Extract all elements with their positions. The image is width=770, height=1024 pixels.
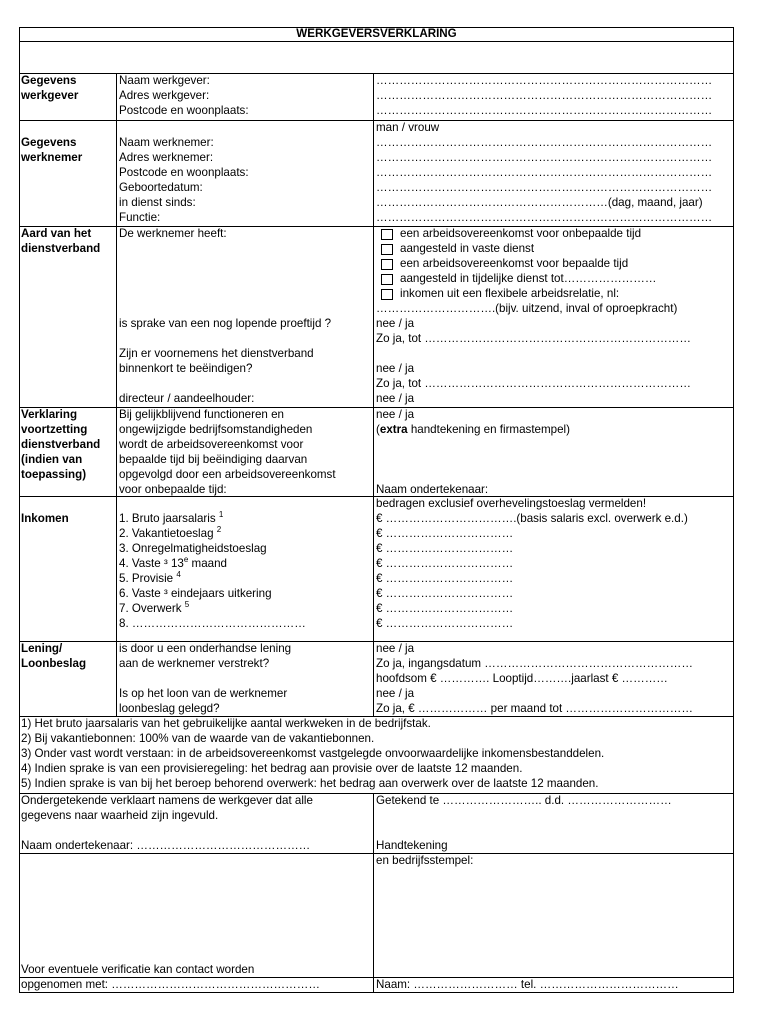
extra-bold: extra xyxy=(379,423,408,436)
footnote-ref: 2 xyxy=(216,525,222,535)
ingangsdatum-field[interactable]: Zo ja, ingangsdatum ……………………………………………… xyxy=(376,657,693,670)
verklaring-text: wordt de arbeidsovereenkomst voor xyxy=(119,438,304,451)
page-title: WERKGEVERSVERKLARING xyxy=(296,27,457,40)
dertiende-maand-label xyxy=(119,557,227,572)
naam-werkgever-label: Naam werkgever: xyxy=(119,74,210,87)
opgenomen-met-field[interactable]: opgenomen met: ……………………………………………… xyxy=(21,978,320,991)
option-label: aangesteld in tijdelijke dienst tot…………………… xyxy=(400,272,657,285)
rule xyxy=(19,27,20,993)
footnote-4: 4) Indien sprake is van een provisieregeling: het bedrag aan provisie over de laatste 12 maanden. xyxy=(21,762,523,775)
rule xyxy=(373,793,374,993)
proeftijd-choice[interactable]: nee / ja xyxy=(376,317,415,330)
footnote-ref: 1 xyxy=(218,510,224,520)
adres-werkgever-field[interactable]: …………………………………………………………………………… xyxy=(376,89,713,102)
directeur-question: directeur / aandeelhouder: xyxy=(119,392,255,405)
vakantietoeslag-field[interactable]: € …………………………… xyxy=(376,527,514,540)
dienstverband-heading-2: dienstverband xyxy=(21,242,101,255)
loonbeslag-question: loonbeslag gelegd? xyxy=(119,702,220,715)
lening-question: aan de werknemer verstrekt? xyxy=(119,657,270,670)
eindejaars-uitkering-field[interactable]: € …………………………… xyxy=(376,587,514,600)
inkomen-heading: Inkomen xyxy=(21,512,69,525)
footnote-5: 5) Indien sprake is van bij het beroep behorend overwerk: het bedrag aan overwerk over de laatste 12 maanden. xyxy=(21,777,599,790)
functie-field[interactable]: …………………………………………………………………………… xyxy=(376,211,713,224)
label-text: 7. Overwerk xyxy=(119,602,185,615)
postcode-werknemer-label: Postcode en woonplaats: xyxy=(119,166,249,179)
lening-question: is door u een onderhandse lening xyxy=(119,642,292,655)
verklaring-choice[interactable]: nee / ja xyxy=(376,408,415,421)
beeindigen-question: binnenkort te beëindigen? xyxy=(119,362,253,375)
verklaring-heading: voortzetting xyxy=(21,423,88,436)
werkgever-heading-1: Gegevens xyxy=(21,74,77,87)
rule xyxy=(733,27,734,993)
dienstverband-heading-1: Aard van het xyxy=(21,227,92,240)
option-label: aangesteld in vaste dienst xyxy=(400,242,535,255)
ondertekenaar-label: Naam ondertekenaar: xyxy=(376,483,489,496)
overwerk-field[interactable]: € …………………………… xyxy=(376,602,514,615)
option-label: een arbeidsovereenkomst voor onbepaalde tijd xyxy=(400,227,642,240)
handtekening-label: Handtekening xyxy=(376,839,448,852)
naam-ondertekenaar-field[interactable]: Naam ondertekenaar: ……………………………………… xyxy=(21,839,311,852)
footnote-ref: 4 xyxy=(176,570,181,580)
lening-choice[interactable]: nee / ja xyxy=(376,642,415,655)
directeur-choice[interactable]: nee / ja xyxy=(376,392,415,405)
getekend-te-field[interactable]: Getekend te …………………….. d.d. ……………………… xyxy=(376,794,672,807)
statement-text: gegevens naar waarheid zijn ingevuld. xyxy=(21,809,219,822)
option-label: een arbeidsovereenkomst voor bepaalde tijd xyxy=(400,257,629,270)
werknemer-heeft-label: De werknemer heeft: xyxy=(119,227,227,240)
werkgever-heading-2: werkgever xyxy=(21,89,79,102)
rule xyxy=(116,73,117,716)
beeindigen-choice[interactable]: nee / ja xyxy=(376,362,415,375)
proeftijd-question: is sprake van een nog lopende proeftijd ? xyxy=(119,317,332,330)
lening-heading-2: Loonbeslag xyxy=(21,657,87,670)
signature-area[interactable] xyxy=(375,869,732,976)
footnote-2: 2) Bij vakantiebonnen: 100% van de waarde van de vakantiebonnen. xyxy=(21,732,375,745)
adres-werknemer-field[interactable]: …………………………………………………………………………… xyxy=(376,151,713,164)
verklaring-text: opgevolgd door een arbeidsovereenkomst xyxy=(119,468,336,481)
functie-label: Functie: xyxy=(119,211,161,224)
gender-choice[interactable]: man / vrouw xyxy=(376,121,440,134)
vaste-dienst-checkbox[interactable] xyxy=(381,244,393,255)
dertiende-maand-field[interactable]: € …………………………… xyxy=(376,557,514,570)
tijdelijke-dienst-checkbox[interactable] xyxy=(381,274,393,285)
postcode-werkgever-field[interactable]: …………………………………………………………………………… xyxy=(376,104,713,117)
postcode-werknemer-field[interactable]: …………………………………………………………………………… xyxy=(376,166,713,179)
geboortedatum-label: Geboortedatum: xyxy=(119,181,203,194)
bepaalde-tijd-checkbox[interactable] xyxy=(381,259,393,270)
inkomen-note: bedragen exclusief overhevelingstoeslag vermelden! xyxy=(376,497,647,510)
adres-werkgever-label: Adres werkgever: xyxy=(119,89,210,102)
loonbeslag-choice[interactable]: nee / ja xyxy=(376,687,415,700)
hoofdsom-field[interactable]: hoofdsom € …………. Looptijd……….jaarlast € ………… xyxy=(376,672,668,685)
statement-text: Ondergetekende verklaart namens de werkgever dat alle xyxy=(21,794,313,807)
verklaring-text: Bij gelijkblijvend functioneren en xyxy=(119,408,284,421)
naam-werkgever-field[interactable]: …………………………………………………………………………… xyxy=(376,74,713,87)
in-dienst-sinds-label: in dienst sinds: xyxy=(119,196,196,209)
overwerk-label xyxy=(119,602,189,617)
werknemer-heading-1: Gegevens xyxy=(21,136,77,149)
lening-heading-1: Lening/ xyxy=(21,642,63,655)
verklaring-text: ongewijzigde bedrijfsomstandigheden xyxy=(119,423,313,436)
beeindigen-tot-field[interactable]: Zo ja, tot …………………………………………………………… xyxy=(376,377,691,390)
werknemer-heading-2: werknemer xyxy=(21,151,83,164)
in-dienst-sinds-field[interactable]: ……………………………………………………(dag, maand, jaar) xyxy=(376,196,703,209)
per-maand-field[interactable]: Zo ja, € ……………… per maand tot …………………………… xyxy=(376,702,693,715)
verificatie-text: Voor eventuele verificatie kan contact worden xyxy=(21,963,255,976)
overig-label-field[interactable]: 8. ……………………………………… xyxy=(119,617,306,630)
extra-rest: handtekening en firmastempel) xyxy=(407,423,570,436)
verklaring-heading: (indien van xyxy=(21,453,83,466)
eindejaars-uitkering-label: 6. Vaste ³ eindejaars uitkering xyxy=(119,587,272,600)
verklaring-heading: toepassing) xyxy=(21,468,87,481)
label-text: 4. Vaste ³ 13 xyxy=(119,557,184,570)
verklaring-text: bepaalde tijd bij beëindiging daarvan xyxy=(119,453,308,466)
provisie-field[interactable]: € …………………………… xyxy=(376,572,514,585)
vakantietoeslag-label xyxy=(119,527,221,542)
flex-detail-field[interactable]: ………………………….(bijv. uitzend, inval of oproepkracht) xyxy=(376,302,678,315)
naam-tel-field[interactable]: Naam: ……………………… tel. ……………………………… xyxy=(376,978,679,991)
extra-handtekening-note: (extra handtekening en firmastempel) xyxy=(376,423,570,436)
label-text: 2. Vakantietoeslag xyxy=(119,527,217,540)
verklaring-text: voor onbepaalde tijd: xyxy=(119,483,227,496)
label-text: maand xyxy=(188,557,227,570)
flexibele-arbeidsrelatie-checkbox[interactable] xyxy=(381,289,393,300)
onregelmatigheidstoeslag-field[interactable]: € …………………………… xyxy=(376,542,514,555)
naam-werknemer-field[interactable]: …………………………………………………………………………… xyxy=(376,136,713,149)
loonbeslag-question: Is op het loon van de werknemer xyxy=(119,687,288,700)
werkgeversverklaring-form xyxy=(19,27,734,993)
option-label: inkomen uit een flexibele arbeidsrelatie, nl: xyxy=(400,287,620,300)
postcode-werkgever-label: Postcode en woonplaats: xyxy=(119,104,249,117)
geboortedatum-field[interactable]: …………………………………………………………………………… xyxy=(376,181,713,194)
footnote-3: 3) Onder vast wordt verstaan: in de arbeidsovereenkomst vastgelegde onvoorwaardelijke inkomensbestanddelen. xyxy=(21,747,605,760)
label-text: 1. Bruto jaarsalaris xyxy=(119,512,219,525)
proeftijd-tot-field[interactable]: Zo ja, tot …………………………………………………………… xyxy=(376,332,691,345)
label-text: 5. Provisie xyxy=(119,572,177,585)
footnote-ref: 5 xyxy=(184,600,190,610)
rule xyxy=(373,73,374,716)
onbepaalde-tijd-checkbox[interactable] xyxy=(381,229,393,240)
provisie-label xyxy=(119,572,181,587)
bedrijfsstempel-label: en bedrijfsstempel: xyxy=(376,854,474,867)
superscript: e xyxy=(183,555,189,565)
verklaring-heading: Verklaring xyxy=(21,408,78,421)
bruto-jaarsalaris-field[interactable]: € …………………………….(basis salaris excl. overwerk e.d.) xyxy=(376,512,688,525)
adres-werknemer-label: Adres werknemer: xyxy=(119,151,214,164)
verklaring-heading: dienstverband xyxy=(21,438,101,451)
footnote-1: 1) Het bruto jaarsalaris van het gebruikelijke aantal werkweken in de bedrijfstak. xyxy=(21,717,431,730)
naam-werknemer-label: Naam werknemer: xyxy=(119,136,214,149)
beeindigen-question: Zijn er voornemens het dienstverband xyxy=(119,347,314,360)
onregelmatigheidstoeslag-label: 3. Onregelmatigheidstoeslag xyxy=(119,542,267,555)
overig-value-field[interactable]: € …………………………… xyxy=(376,617,514,630)
bruto-jaarsalaris-label xyxy=(119,512,223,527)
